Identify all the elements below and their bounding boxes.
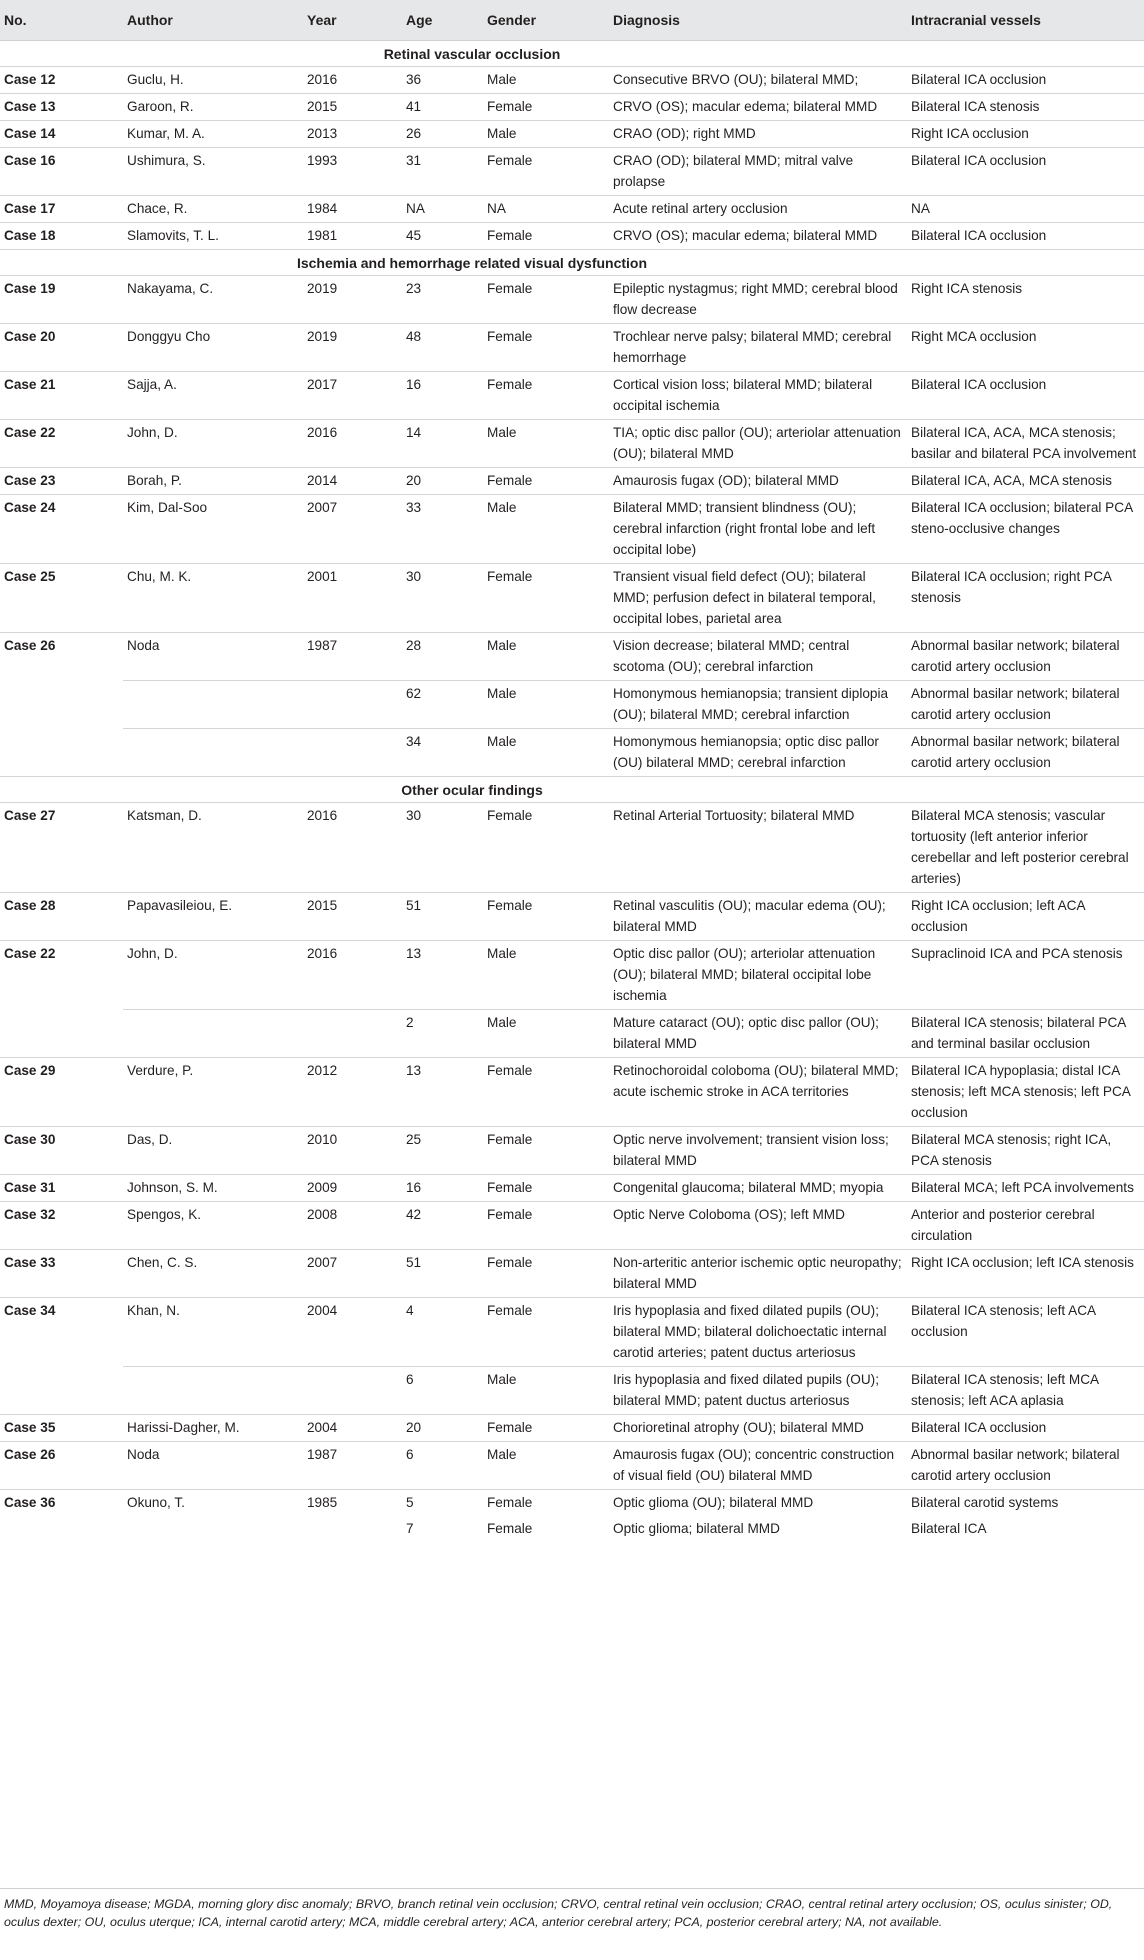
year-cell: 2001 [303,564,402,633]
section-title: Ischemia and hemorrhage related visual dysfunction [296,255,648,271]
table-row [0,1367,1144,1415]
gender-cell: Female [483,1250,609,1298]
intracranial-vessels-cell: Right ICA occlusion; left ACA occlusion [907,893,1144,941]
intracranial-vessels-cell: Bilateral ICA occlusion; right PCA stenosis [907,564,1144,633]
intracranial-vessels-cell: Abnormal basilar network; bilateral carotid artery occlusion [907,729,1144,777]
diagnosis-cell: Mature cataract (OU); optic disc pallor (OU); bilateral MMD [609,1010,907,1058]
table-row [0,148,1144,196]
table-row [0,1442,1144,1490]
author-cell [123,1516,303,1542]
gender-cell: Female [483,372,609,420]
case-number: Case 24 [0,495,123,564]
age-cell: 31 [402,148,483,196]
diagnosis-cell: CRAO (OD); bilateral MMD; mitral valve prolapse [609,148,907,196]
table-row [0,324,1144,372]
table-row [0,681,1144,729]
year-cell: 2007 [303,1250,402,1298]
age-cell: 62 [402,681,483,729]
case-number: Case 16 [0,148,123,196]
age-cell: 20 [402,1415,483,1442]
year-cell: 2015 [303,893,402,941]
intracranial-vessels-cell: Right ICA stenosis [907,276,1144,324]
table-row [0,1058,1144,1127]
section-heading [0,250,1144,276]
header-age: Age [402,0,483,41]
case-number [0,1367,123,1415]
intracranial-vessels-cell: Bilateral ICA stenosis; left ACA occlusion [907,1298,1144,1367]
table-row [0,495,1144,564]
age-cell: 4 [402,1298,483,1367]
table-row [0,67,1144,94]
intracranial-vessels-cell: Bilateral ICA stenosis; bilateral PCA and terminal basilar occlusion [907,1010,1144,1058]
age-cell: 25 [402,1127,483,1175]
diagnosis-cell: Non-arteritic anterior ischemic optic neuropathy; bilateral MMD [609,1250,907,1298]
table-header [0,0,1144,41]
year-cell: 2008 [303,1202,402,1250]
table-row [0,1175,1144,1202]
author-cell: Nakayama, C. [123,276,303,324]
age-cell: 23 [402,276,483,324]
author-cell: Noda [123,1442,303,1490]
year-cell: 2012 [303,1058,402,1127]
gender-cell: Female [483,148,609,196]
case-number: Case 12 [0,67,123,94]
author-cell: Ushimura, S. [123,148,303,196]
gender-cell: Female [483,276,609,324]
gender-cell: NA [483,196,609,223]
year-cell [303,1010,402,1058]
author-cell: Katsman, D. [123,803,303,893]
age-cell: 6 [402,1442,483,1490]
table-row [0,196,1144,223]
gender-cell: Female [483,94,609,121]
intracranial-vessels-cell: NA [907,196,1144,223]
case-number [0,729,123,777]
gender-cell: Female [483,324,609,372]
gender-cell: Male [483,681,609,729]
intracranial-vessels-cell: Bilateral ICA occlusion [907,372,1144,420]
case-number: Case 20 [0,324,123,372]
case-number: Case 34 [0,1298,123,1367]
table-row [0,1415,1144,1442]
age-cell: 45 [402,223,483,250]
age-cell: 30 [402,564,483,633]
gender-cell: Female [483,564,609,633]
author-cell: Guclu, H. [123,67,303,94]
intracranial-vessels-cell: Bilateral MCA stenosis; right ICA, PCA stenosis [907,1127,1144,1175]
author-cell: John, D. [123,941,303,1010]
age-cell: 16 [402,1175,483,1202]
case-number: Case 31 [0,1175,123,1202]
gender-cell: Female [483,1127,609,1175]
gender-cell: Female [483,1298,609,1367]
diagnosis-cell: Retinal Arterial Tortuosity; bilateral MMD [609,803,907,893]
year-cell: 1993 [303,148,402,196]
author-cell: Harissi-Dagher, M. [123,1415,303,1442]
case-number: Case 22 [0,941,123,1010]
intracranial-vessels-cell: Bilateral ICA [911,1521,987,1536]
diagnosis-cell: Iris hypoplasia and fixed dilated pupils (OU); bilateral MMD; patent ductus arteriosus [609,1367,907,1415]
intracranial-vessels-cell: Bilateral MCA stenosis; vascular tortuosity (left anterior inferior cerebellar and left posterior cerebral arteries) [907,803,1144,893]
table-row [0,893,1144,941]
year-cell: 2015 [303,94,402,121]
diagnosis-cell: Bilateral MMD; transient blindness (OU); cerebral infarction (right frontal lobe and left occipital lobe) [609,495,907,564]
year-cell: 1985 [303,1490,402,1517]
author-cell: Das, D. [123,1127,303,1175]
diagnosis-cell: Transient visual field defect (OU); bilateral MMD; perfusion defect in bilateral temporal, occipital lobes, parietal area [609,564,907,633]
intracranial-vessels-cell: Bilateral MCA; left PCA involvements [907,1175,1144,1202]
author-cell [123,1367,303,1415]
age-cell: 13 [402,941,483,1010]
case-number: Case 29 [0,1058,123,1127]
diagnosis-cell: Optic nerve involvement; transient vision loss; bilateral MMD [609,1127,907,1175]
year-cell: 1984 [303,196,402,223]
year-cell [303,681,402,729]
intracranial-vessels-cell: Bilateral ICA, ACA, MCA stenosis; basilar and bilateral PCA involvement [907,420,1144,468]
intracranial-vessels-cell: Abnormal basilar network; bilateral carotid artery occlusion [907,1442,1144,1490]
case-number: Case 33 [0,1250,123,1298]
year-cell: 1981 [303,223,402,250]
case-number: Case 32 [0,1202,123,1250]
section-title: Retinal vascular occlusion [383,46,561,62]
intracranial-vessels-cell: Bilateral ICA, ACA, MCA stenosis [907,468,1144,495]
table-row [0,564,1144,633]
case-number: Case 35 [0,1415,123,1442]
gender-cell: Female [483,1490,609,1517]
age-cell: 34 [402,729,483,777]
author-cell: Chu, M. K. [123,564,303,633]
diagnosis-cell: Homonymous hemianopsia; transient diplopia (OU); bilateral MMD; cerebral infarction [609,681,907,729]
gender-cell: Female [483,1175,609,1202]
header-row [0,0,1144,41]
year-cell: 2007 [303,495,402,564]
header-year: Year [303,0,402,41]
header-no: No. [0,0,123,41]
diagnosis-cell: Retinal vasculitis (OU); macular edema (OU); bilateral MMD [609,893,907,941]
case-number: Case 13 [0,94,123,121]
intracranial-vessels-cell: Anterior and posterior cerebral circulation [907,1202,1144,1250]
year-cell: 1987 [303,1442,402,1490]
table-row [0,276,1144,324]
age-cell: 28 [402,633,483,681]
diagnosis-cell: Iris hypoplasia and fixed dilated pupils (OU); bilateral MMD; bilateral dolichoectatic internal carotid arteries; patent ductus arteriosus [609,1298,907,1367]
age-cell: 6 [402,1367,483,1415]
gender-cell: Female [487,1521,533,1536]
diagnosis-cell: Optic Nerve Coloboma (OS); left MMD [609,1202,907,1250]
table-row [0,468,1144,495]
diagnosis-cell: Optic disc pallor (OU); arteriolar attenuation (OU); bilateral MMD; bilateral occipital lobe ischemia [609,941,907,1010]
author-cell: Kumar, M. A. [123,121,303,148]
case-number: Case 21 [0,372,123,420]
year-cell: 2014 [303,468,402,495]
diagnosis-cell: Acute retinal artery occlusion [609,196,907,223]
section-heading-row [0,41,1144,67]
author-cell: Okuno, T. [123,1490,303,1517]
age-cell: 26 [402,121,483,148]
gender-cell: Male [483,633,609,681]
age-cell: 41 [402,94,483,121]
table-body [0,41,1144,1543]
author-cell: Kim, Dal-Soo [123,495,303,564]
table-row [0,1010,1144,1058]
table-row [0,223,1144,250]
year-cell [303,1516,402,1542]
case-number: Case 23 [0,468,123,495]
intracranial-vessels-cell: Abnormal basilar network; bilateral carotid artery occlusion [907,681,1144,729]
gender-cell: Male [483,729,609,777]
table-row [0,420,1144,468]
table-row [0,729,1144,777]
intracranial-vessels-cell: Bilateral ICA stenosis; left MCA stenosis; left ACA aplasia [907,1367,1144,1415]
age-cell: NA [402,196,483,223]
diagnosis-cell: CRAO (OD); right MMD [609,121,907,148]
year-cell: 2004 [303,1415,402,1442]
gender-cell: Male [483,495,609,564]
diagnosis-cell: Chorioretinal atrophy (OU); bilateral MMD [609,1415,907,1442]
diagnosis-cell: Epileptic nystagmus; right MMD; cerebral blood flow decrease [609,276,907,324]
gender-cell: Male [483,1367,609,1415]
gender-cell: Female [483,223,609,250]
year-cell: 2019 [303,324,402,372]
author-cell: Spengos, K. [123,1202,303,1250]
diagnosis-cell: Cortical vision loss; bilateral MMD; bilateral occipital ischemia [609,372,907,420]
intracranial-vessels-cell: Bilateral ICA occlusion [907,148,1144,196]
year-cell [303,729,402,777]
age-cell: 42 [402,1202,483,1250]
case-number [0,1516,123,1542]
age-cell: 36 [402,67,483,94]
author-cell: Garoon, R. [123,94,303,121]
author-cell: Chen, C. S. [123,1250,303,1298]
intracranial-vessels-cell: Bilateral ICA occlusion; bilateral PCA steno-occlusive changes [907,495,1144,564]
diagnosis-cell: Amaurosis fugax (OU); concentric construction of visual field (OU) bilateral MMD [609,1442,907,1490]
case-number: Case 18 [0,223,123,250]
intracranial-vessels-cell: Bilateral ICA hypoplasia; distal ICA stenosis; left MCA stenosis; left PCA occlusion [907,1058,1144,1127]
case-number: Case 17 [0,196,123,223]
author-cell: Sajja, A. [123,372,303,420]
year-cell: 2016 [303,420,402,468]
age-cell: 30 [402,803,483,893]
year-cell: 2017 [303,372,402,420]
year-cell: 1987 [303,633,402,681]
table-row [0,803,1144,893]
gender-cell: Female [483,468,609,495]
diagnosis-cell: Amaurosis fugax (OD); bilateral MMD [609,468,907,495]
year-cell [303,1367,402,1415]
table-row [0,121,1144,148]
case-number: Case 14 [0,121,123,148]
author-cell: John, D. [123,420,303,468]
year-cell: 2016 [303,941,402,1010]
author-cell: Verdure, P. [123,1058,303,1127]
diagnosis-cell: Consecutive BRVO (OU); bilateral MMD; [609,67,907,94]
intracranial-vessels-cell: Right ICA occlusion; left ICA stenosis [907,1250,1144,1298]
age-cell: 16 [402,372,483,420]
intracranial-vessels-cell: Bilateral ICA stenosis [907,94,1144,121]
gender-cell: Male [483,121,609,148]
year-cell: 2016 [303,803,402,893]
diagnosis-cell: Optic glioma (OU); bilateral MMD [609,1490,907,1517]
section-heading [0,41,1144,67]
table-row [0,1202,1144,1250]
gender-cell: Female [483,893,609,941]
intracranial-vessels-cell: Supraclinoid ICA and PCA stenosis [907,941,1144,1010]
gender-cell: Female [483,803,609,893]
diagnosis-cell: Homonymous hemianopsia; optic disc pallor (OU) bilateral MMD; cerebral infarction [609,729,907,777]
intracranial-vessels-cell: Right MCA occlusion [907,324,1144,372]
diagnosis-cell: Optic glioma; bilateral MMD [613,1521,780,1536]
diagnosis-cell: TIA; optic disc pallor (OU); arteriolar attenuation (OU); bilateral MMD [609,420,907,468]
intracranial-vessels-cell: Bilateral ICA occlusion [907,223,1144,250]
gender-cell: Male [483,1010,609,1058]
year-cell: 2009 [303,1175,402,1202]
case-number: Case 28 [0,893,123,941]
author-cell: Noda [123,633,303,681]
case-number: Case 36 [0,1490,123,1517]
intracranial-vessels-cell: Bilateral carotid systems [907,1490,1144,1517]
section-heading-row [0,250,1144,276]
diagnosis-cell: CRVO (OS); macular edema; bilateral MMD [609,223,907,250]
diagnosis-cell: Vision decrease; bilateral MMD; central scotoma (OU); cerebral infarction [609,633,907,681]
year-cell: 2019 [303,276,402,324]
age-cell: 2 [402,1010,483,1058]
case-number: Case 27 [0,803,123,893]
gender-cell: Male [483,1442,609,1490]
table-row [0,372,1144,420]
section-heading-row [0,777,1144,803]
author-cell: Khan, N. [123,1298,303,1367]
table-row [0,941,1144,1010]
gender-cell: Female [483,1058,609,1127]
table-row [0,1516,1144,1542]
age-cell: 5 [402,1490,483,1517]
author-cell: Papavasileiou, E. [123,893,303,941]
diagnosis-cell: Trochlear nerve palsy; bilateral MMD; cerebral hemorrhage [609,324,907,372]
author-cell [123,681,303,729]
author-cell [123,1010,303,1058]
table-row [0,1250,1144,1298]
age-cell: 51 [402,893,483,941]
gender-cell: Female [483,1202,609,1250]
case-number: Case 26 [0,633,123,681]
year-cell: 2016 [303,67,402,94]
table-row [0,1490,1144,1517]
header-gender: Gender [483,0,609,41]
author-cell: Slamovits, T. L. [123,223,303,250]
author-cell [123,729,303,777]
year-cell: 2010 [303,1127,402,1175]
gender-cell: Male [483,941,609,1010]
case-number: Case 30 [0,1127,123,1175]
year-cell: 2004 [303,1298,402,1367]
age-cell: 14 [402,420,483,468]
diagnosis-cell: Retinochoroidal coloboma (OU); bilateral MMD; acute ischemic stroke in ACA territories [609,1058,907,1127]
diagnosis-cell: CRVO (OS); macular edema; bilateral MMD [609,94,907,121]
table-row [0,633,1144,681]
intracranial-vessels-cell: Abnormal basilar network; bilateral carotid artery occlusion [907,633,1144,681]
gender-cell: Female [483,1415,609,1442]
gender-cell: Male [483,420,609,468]
case-number: Case 22 [0,420,123,468]
table-footnote: MMD, Moyamoya disease; MGDA, morning glory disc anomaly; BRVO, branch retinal vein occlusion; CRVO, central retinal vein occlusion; CRAO, central retinal artery occlusion; OS, oculus sinister; OD, oculus dexter; OU, oculus uterque; ICA, internal carotid artery; MCA, middle cerebral artery; ACA, anterior cerebral artery; PCA, posterior cerebral artery; NA, not available. [0,1888,1144,1931]
age-cell: 20 [402,468,483,495]
author-cell: Johnson, S. M. [123,1175,303,1202]
year-cell: 2013 [303,121,402,148]
age-cell: 33 [402,495,483,564]
header-diagnosis: Diagnosis [609,0,907,41]
table-row [0,1127,1144,1175]
age-cell: 13 [402,1058,483,1127]
table-row [0,1298,1144,1367]
author-cell: Chace, R. [123,196,303,223]
section-heading [0,777,1144,803]
case-number [0,1010,123,1058]
diagnosis-cell: Congenital glaucoma; bilateral MMD; myopia [609,1175,907,1202]
case-number: Case 26 [0,1442,123,1490]
author-cell: Donggyu Cho [123,324,303,372]
case-number: Case 25 [0,564,123,633]
age-cell: 51 [402,1250,483,1298]
header-author: Author [123,0,303,41]
gender-cell: Male [483,67,609,94]
case-number: Case 19 [0,276,123,324]
header-intracranial-vessels: Intracranial vessels [907,0,1144,41]
intracranial-vessels-cell: Bilateral ICA occlusion [907,67,1144,94]
table-row [0,94,1144,121]
age-cell: 7 [406,1521,414,1536]
section-title: Other ocular findings [401,782,543,798]
author-cell: Borah, P. [123,468,303,495]
age-cell: 48 [402,324,483,372]
intracranial-vessels-cell: Right ICA occlusion [907,121,1144,148]
intracranial-vessels-cell: Bilateral ICA occlusion [907,1415,1144,1442]
case-number [0,681,123,729]
